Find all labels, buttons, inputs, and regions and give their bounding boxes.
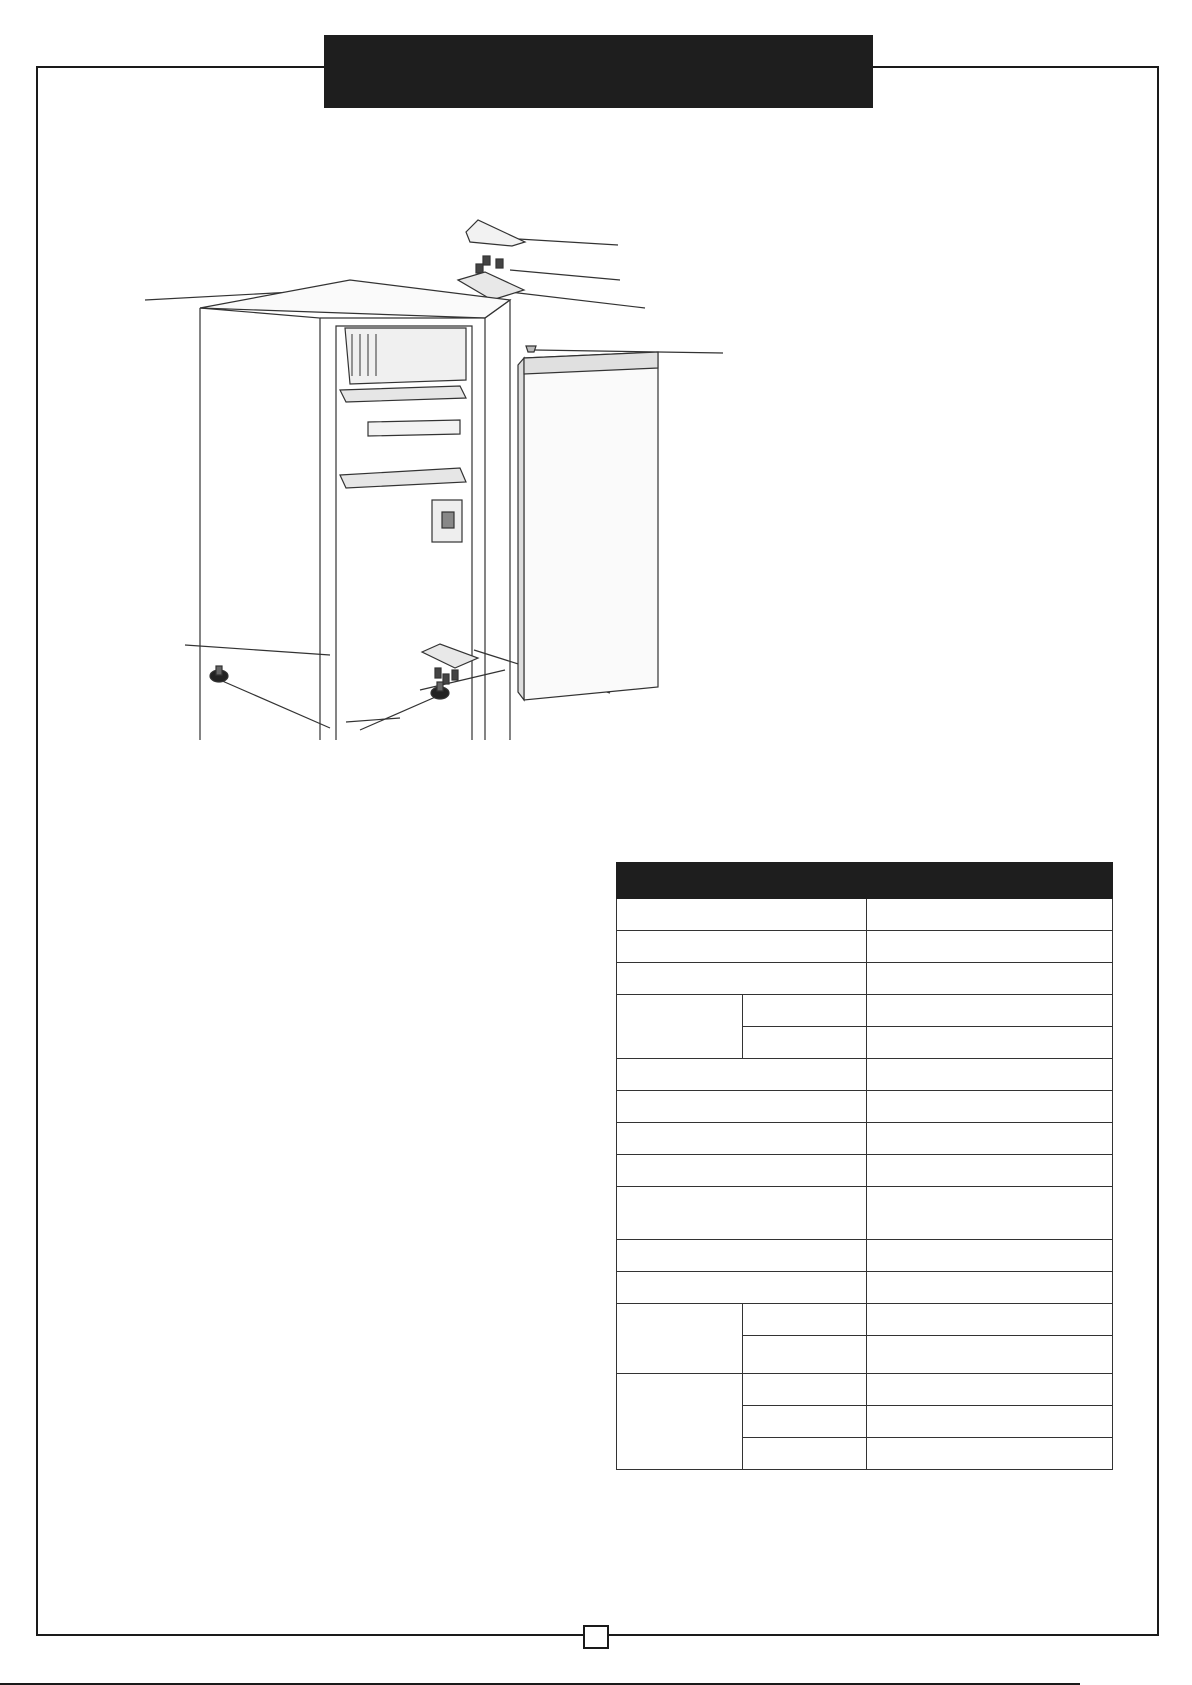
table-cell-group [617,995,743,1059]
table-row [617,931,1113,963]
table-cell [743,1336,867,1374]
table-cell [867,963,1113,995]
table-cell [617,1091,867,1123]
header-value [867,863,1113,899]
table-cell [867,1091,1113,1123]
specification-table [616,862,1113,1470]
table-cell [867,1336,1113,1374]
table-cell [867,1304,1113,1336]
table-cell [743,995,867,1027]
table-header-row [617,863,1113,899]
header-item [617,863,867,899]
table-row [617,1091,1113,1123]
table-cell [867,899,1113,931]
table-cell [743,1374,867,1406]
table-cell [743,1304,867,1336]
page-number-box [583,1625,609,1649]
table-cell [867,1155,1113,1187]
door-part [518,352,658,700]
table-row [617,1240,1113,1272]
table-row [617,1304,1113,1336]
table-row [617,1123,1113,1155]
table-cell [867,1374,1113,1406]
table-cell [617,963,867,995]
cabinet-body [200,280,510,740]
table-cell [617,1187,867,1240]
table-row [617,899,1113,931]
table-row [617,1187,1113,1240]
table-row [617,1272,1113,1304]
top-cover-part [466,220,525,246]
table-row [617,1374,1113,1406]
table-cell [617,1155,867,1187]
table-cell [867,1438,1113,1470]
lower-hinge-part [422,644,478,668]
table-cell [743,1406,867,1438]
table-cell [867,1123,1113,1155]
table-row [617,963,1113,995]
refrigerator-exploded-diagram [140,200,740,740]
table-cell [867,1027,1113,1059]
page-title-banner [324,35,873,108]
table-cell [617,1240,867,1272]
hinge-cap-part [526,346,536,352]
table-cell [867,1272,1113,1304]
table-cell [867,1059,1113,1091]
table-cell [867,1240,1113,1272]
table-cell [617,931,867,963]
table-row [617,1059,1113,1091]
table-cell [617,1272,867,1304]
table-cell-group [617,1374,743,1470]
hinge-screws-part [476,256,503,273]
table-cell [743,1438,867,1470]
table-cell [867,1187,1113,1240]
table-cell [617,899,867,931]
table-row [617,995,1113,1027]
leveling-feet-part [210,666,449,699]
table-cell [867,1406,1113,1438]
table-cell [617,1059,867,1091]
table-cell [743,1027,867,1059]
table-cell [617,1123,867,1155]
table-cell-group [617,1304,743,1374]
table-cell [867,931,1113,963]
table-row [617,1155,1113,1187]
table-cell [867,995,1113,1027]
